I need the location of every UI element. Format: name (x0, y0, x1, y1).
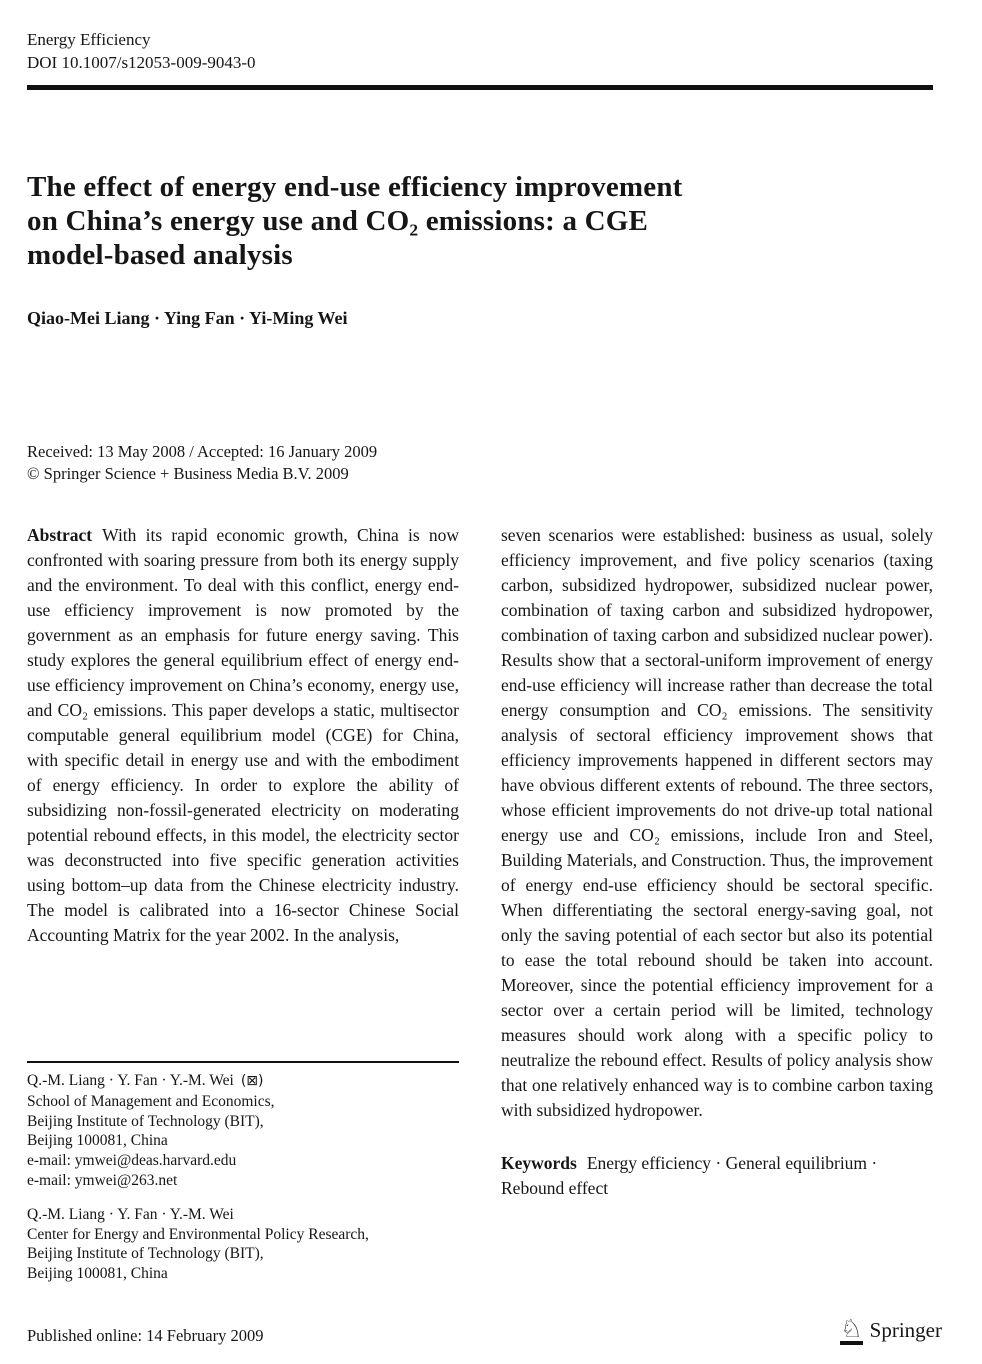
abstract-column-right (501, 523, 933, 1201)
correspondence-block (27, 1071, 459, 1191)
email-line: e-mail: ymwei@263.net (27, 1171, 178, 1189)
journal-doi: DOI 10.1007/s12053-009-9043-0 (27, 53, 256, 72)
copyright-line: © Springer Science + Business Media B.V. 2009 (27, 463, 349, 483)
abstract-text-left: With its rapid economic growth, China is now confronted with soaring pressure from both its energy supply and the environment. To deal with this conflict, energy end-use efficiency improvement is now promoted by the government as an emphasis for future energy saving. This study explores the general equilibrium effect of energy end-use efficiency improvement on China’s economy, energy use, and CO₂ emissions. This paper develops a static, multisector computable general equilibrium model (CGE) for China, with specific detail in energy use and with the embodiment of energy efficiency. In order to explore the ability of subsidizing non-fossil-generated electricity on moderating potential rebound effects, in this model, the electricity sector was deconstructed into five specific generation activities using bottom–up data from the Chinese electricity industry. The model is calibrated into a 16-sector Chinese Social Accounting Matrix for the year 2002. In the analysis, (27, 525, 459, 945)
header-divider (27, 85, 933, 90)
received-accepted-dates: Received: 13 May 2008 / Accepted: 16 January 2009 (27, 442, 378, 461)
keywords-line (501, 1151, 933, 1201)
journal-header (27, 28, 256, 74)
second-affiliation-block (27, 1205, 459, 1284)
published-online: Published online: 14 February 2009 (27, 1326, 264, 1345)
affiliation-line: Beijing 100081, China (27, 1132, 168, 1150)
journal-name: Energy Efficiency (27, 30, 151, 49)
keywords-text: Energy efficiency · General equilibrium · Rebound effect (501, 1153, 878, 1198)
springer-logo (840, 1316, 942, 1345)
email-line: e-mail: ymwei@deas.harvard.edu (27, 1152, 237, 1170)
article-title-line-3: model-based analysis (27, 239, 293, 271)
affiliation-footnote (27, 1061, 459, 1284)
article-title (27, 170, 827, 272)
affiliation-line: School of Management and Economics, (27, 1092, 275, 1110)
abstract-label: Abstract (27, 525, 93, 545)
footnote-divider (27, 1061, 459, 1063)
correspondence-authors: Q.-M. Liang · Y. Fan · Y.-M. Wei (27, 1072, 234, 1089)
affiliation-line: Center for Energy and Environmental Policy Research, (27, 1225, 369, 1243)
affiliation2-authors: Q.-M. Liang · Y. Fan · Y.-M. Wei (27, 1205, 234, 1223)
article-title-line-2: on China’s energy use and CO₂ emissions: a CGE (27, 205, 649, 237)
author-list: Qiao-Mei Liang · Ying Fan · Yi-Ming Wei (27, 308, 348, 328)
affiliation-line: Beijing Institute of Technology (BIT), (27, 1245, 264, 1263)
affiliation-line: Beijing Institute of Technology (BIT), (27, 1112, 264, 1130)
springer-knight-icon: ♘ (840, 1314, 863, 1343)
abstract-text-right: seven scenarios were established: business as usual, solely efficiency improvement, and five policy scenarios (taxing carbon, subsidized hydropower, subsidized nuclear power, combination of taxing carbon and subsidized hydropower, combination of taxing carbon and subsidized nuclear power). Results show that a sectoral-uniform improvement of energy end-use efficiency will increase rather than decrease the total energy consumption and CO₂ emissions. The sensitivity analysis of sectoral efficiency improvement shows that efficiency improvements happened in different sectors may have obvious different extents of rebound. The three sectors, whose efficient improvements do not drive-up total national energy use and CO₂ emissions, include Iron and Steel, Building Materials, and Construction. Thus, the improvement of energy end-use efficiency should be sectoral specific. When differentiating the sectoral energy-saving goal, not only the saving potential of each sector but also its potential to ease the total rebound should be taken into account. Moreover, since the potential efficiency improvement for a sector over a certain period will be limited, technology measures should work along with a specific policy to neutralize the rebound effect. Results of policy analysis show that one relatively enhanced way is to combine carbon taxing with subsidized hydropower. (501, 525, 933, 1120)
affiliation-line: Beijing 100081, China (27, 1265, 168, 1283)
article-history (27, 441, 377, 484)
envelope-icon: (⊠) (240, 1073, 264, 1089)
publisher-name: Springer (869, 1318, 942, 1342)
keywords-label: Keywords (501, 1153, 577, 1173)
article-title-line-1: The effect of energy end-use efficiency improvement (27, 171, 683, 203)
correspondence-authors-line (27, 1071, 459, 1092)
